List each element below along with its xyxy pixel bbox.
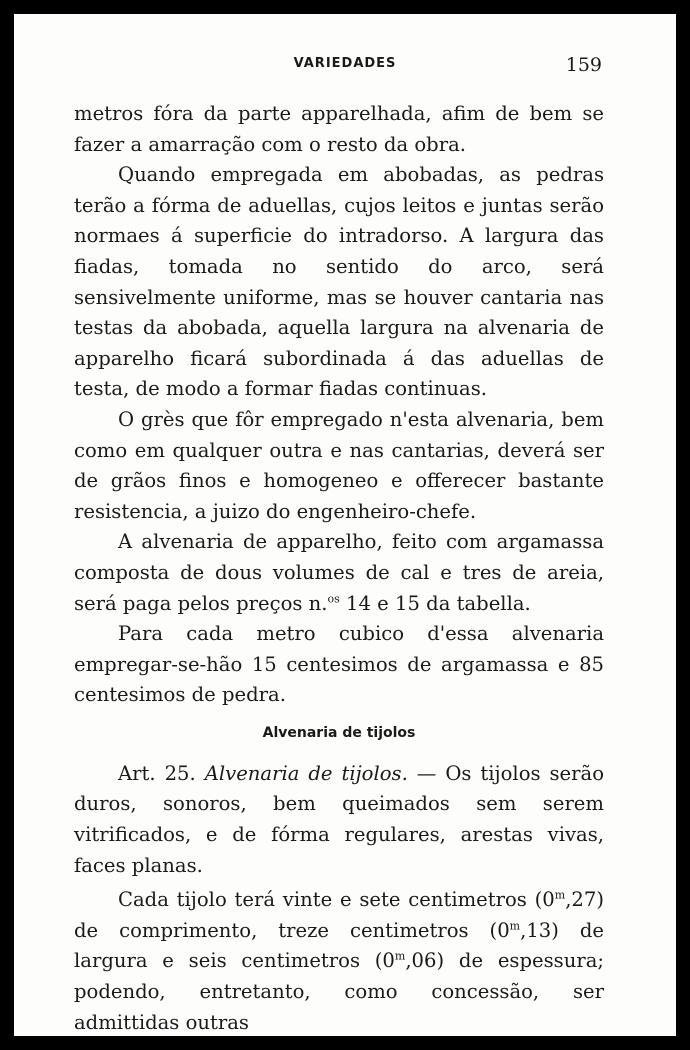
meter-superscript-3: m xyxy=(394,949,406,963)
article-dash: — xyxy=(407,761,446,785)
dimension-text-4: ,06) de espessura; podendo, entretanto, como concessão, ser admittidas outras xyxy=(74,949,604,1034)
payment-text: A alvenaria de apparelho, feito com argamassa composta de dous volumes de cal e tres de areia, será paga pelos preços n. xyxy=(74,530,604,615)
paragraph-mortar: Para cada metro cubico d'essa alvenaria empregar-se-hão 15 centesimos de argamassa e 85 centesimos de pedra. xyxy=(74,622,604,707)
section-heading: Alvenaria de tijolos xyxy=(262,724,416,741)
article-paragraph xyxy=(74,759,604,881)
payment-text-end: 14 e 15 da tabella. xyxy=(339,591,531,615)
dimension-text-2: ,27) de comprimento, treze centimetros (0 xyxy=(74,888,604,942)
running-title: VARIEDADES xyxy=(293,56,397,71)
article-title: Alvenaria de tijolos. xyxy=(204,761,408,785)
meter-superscript-2: m xyxy=(509,919,521,933)
paragraph-abobadas: Quando empregada em abobadas, as pedras terão a fórma de aduellas, cujos leitos e juntas serão normaes á superficie do intradorso. A largura das fiadas, tomada no sentido do arco, será sensivelmente uniforme, mas se houver cantaria nas testas da abobada, aquella largura na alvenaria de apparelho ficará subordinada á das aduellas de testa, de modo a formar fiadas continuas. xyxy=(74,163,604,401)
paragraph-continuation: metros fóra da parte apparelhada, afim de bem se fazer a amarração com o resto da obra. xyxy=(74,102,604,156)
article-number: Art. 25. xyxy=(118,761,196,785)
paragraph-gres: O grès que fôr empregado n'esta alvenaria, bem como em qualquer outra e nas cantarias, deverá ser de grãos finos e homogeneo e offerecer bastante resistencia, a juizo do engenheiro-chefe. xyxy=(74,407,604,523)
body-text xyxy=(74,99,604,1036)
page-number: 159 xyxy=(565,54,602,76)
paragraph-payment xyxy=(74,527,604,619)
dimension-text-3: ,13) de largura e seis centimetros (0 xyxy=(74,918,604,973)
meter-superscript-1: m xyxy=(554,888,566,902)
article-text: Os tijolos serão duros, sonoros, bem queimados sem serem vitrificados, e de fórma regulares, arestas vivas, faces planas. xyxy=(74,761,605,877)
number-superscript: os xyxy=(327,591,340,605)
dimension-text-1: Cada tijolo terá vinte e sete centimetros (0 xyxy=(118,888,555,912)
running-header xyxy=(14,54,676,84)
paragraph-brick-dimensions xyxy=(74,885,604,1036)
book-page xyxy=(14,14,676,1036)
